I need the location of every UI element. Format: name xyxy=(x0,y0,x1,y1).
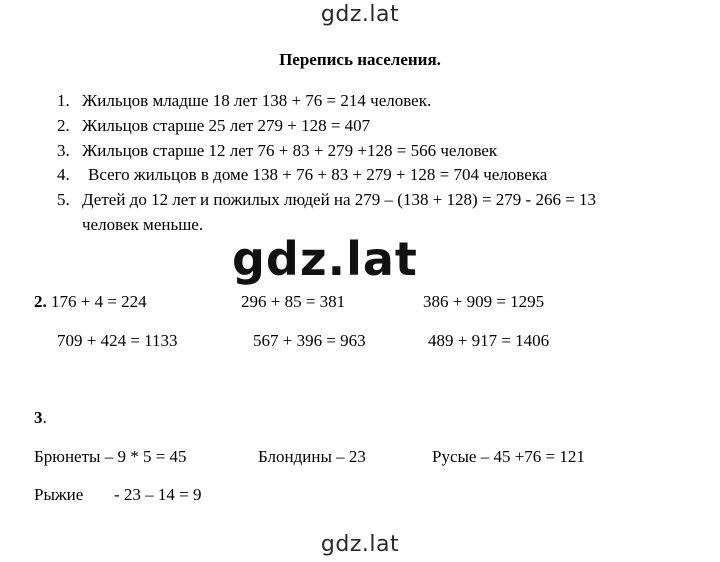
task2-expression: 296 + 85 = 381 xyxy=(241,292,346,311)
list-item-number: 4. xyxy=(57,165,70,184)
watermark-middle: gdz.lat xyxy=(232,232,418,286)
list-item-text: Жильцов старше 12 лет 76 + 83 + 279 +128 = 566 человек xyxy=(82,141,498,160)
task2-expression: 176 + 4 = 224 xyxy=(51,292,147,311)
list-item-text: Детей до 12 лет и пожилых людей на 279 – (138 + 128) = 279 - 266 = 13 xyxy=(82,190,597,209)
list-item-number: 2. xyxy=(57,116,70,135)
task3-label-dot: . xyxy=(42,408,47,427)
task3-heading xyxy=(34,408,47,428)
task1-title: Перепись населения. xyxy=(279,50,441,69)
task2-expression: 489 + 917 = 1406 xyxy=(428,331,550,350)
list-item-text-continuation: человек меньше. xyxy=(82,215,204,234)
task2-expression: 567 + 396 = 963 xyxy=(253,331,366,350)
list-item-number: 5. xyxy=(57,190,70,209)
task2-expression: 386 + 909 = 1295 xyxy=(423,292,545,311)
task2-label: 2. xyxy=(34,292,47,311)
task3-expression: Русые – 45 +76 = 121 xyxy=(432,447,585,466)
list-item-text: Всего жильцов в доме 138 + 76 + 83 + 279 + 128 = 704 человека xyxy=(88,165,548,184)
list-item-text: Жильцов старше 25 лет 279 + 128 = 407 xyxy=(82,116,371,135)
task2-expression: 709 + 424 = 1133 xyxy=(57,331,178,350)
list-item-number: 3. xyxy=(57,141,70,160)
task3-expression: Блондины – 23 xyxy=(258,447,366,466)
list-item-text: Жильцов младше 18 лет 138 + 76 = 214 человек. xyxy=(82,91,432,110)
task3-label: 3 xyxy=(34,408,43,427)
task3-label-redheads: Рыжие xyxy=(34,485,84,504)
task3-expression: - 23 – 14 = 9 xyxy=(114,485,202,504)
task3-expression: Брюнеты – 9 * 5 = 45 xyxy=(34,447,187,466)
task2-row1-col1 xyxy=(34,292,147,312)
watermark-top: gdz.lat xyxy=(320,2,400,27)
watermark-bottom: gdz.lat xyxy=(320,532,400,557)
list-item-number: 1. xyxy=(57,91,70,110)
